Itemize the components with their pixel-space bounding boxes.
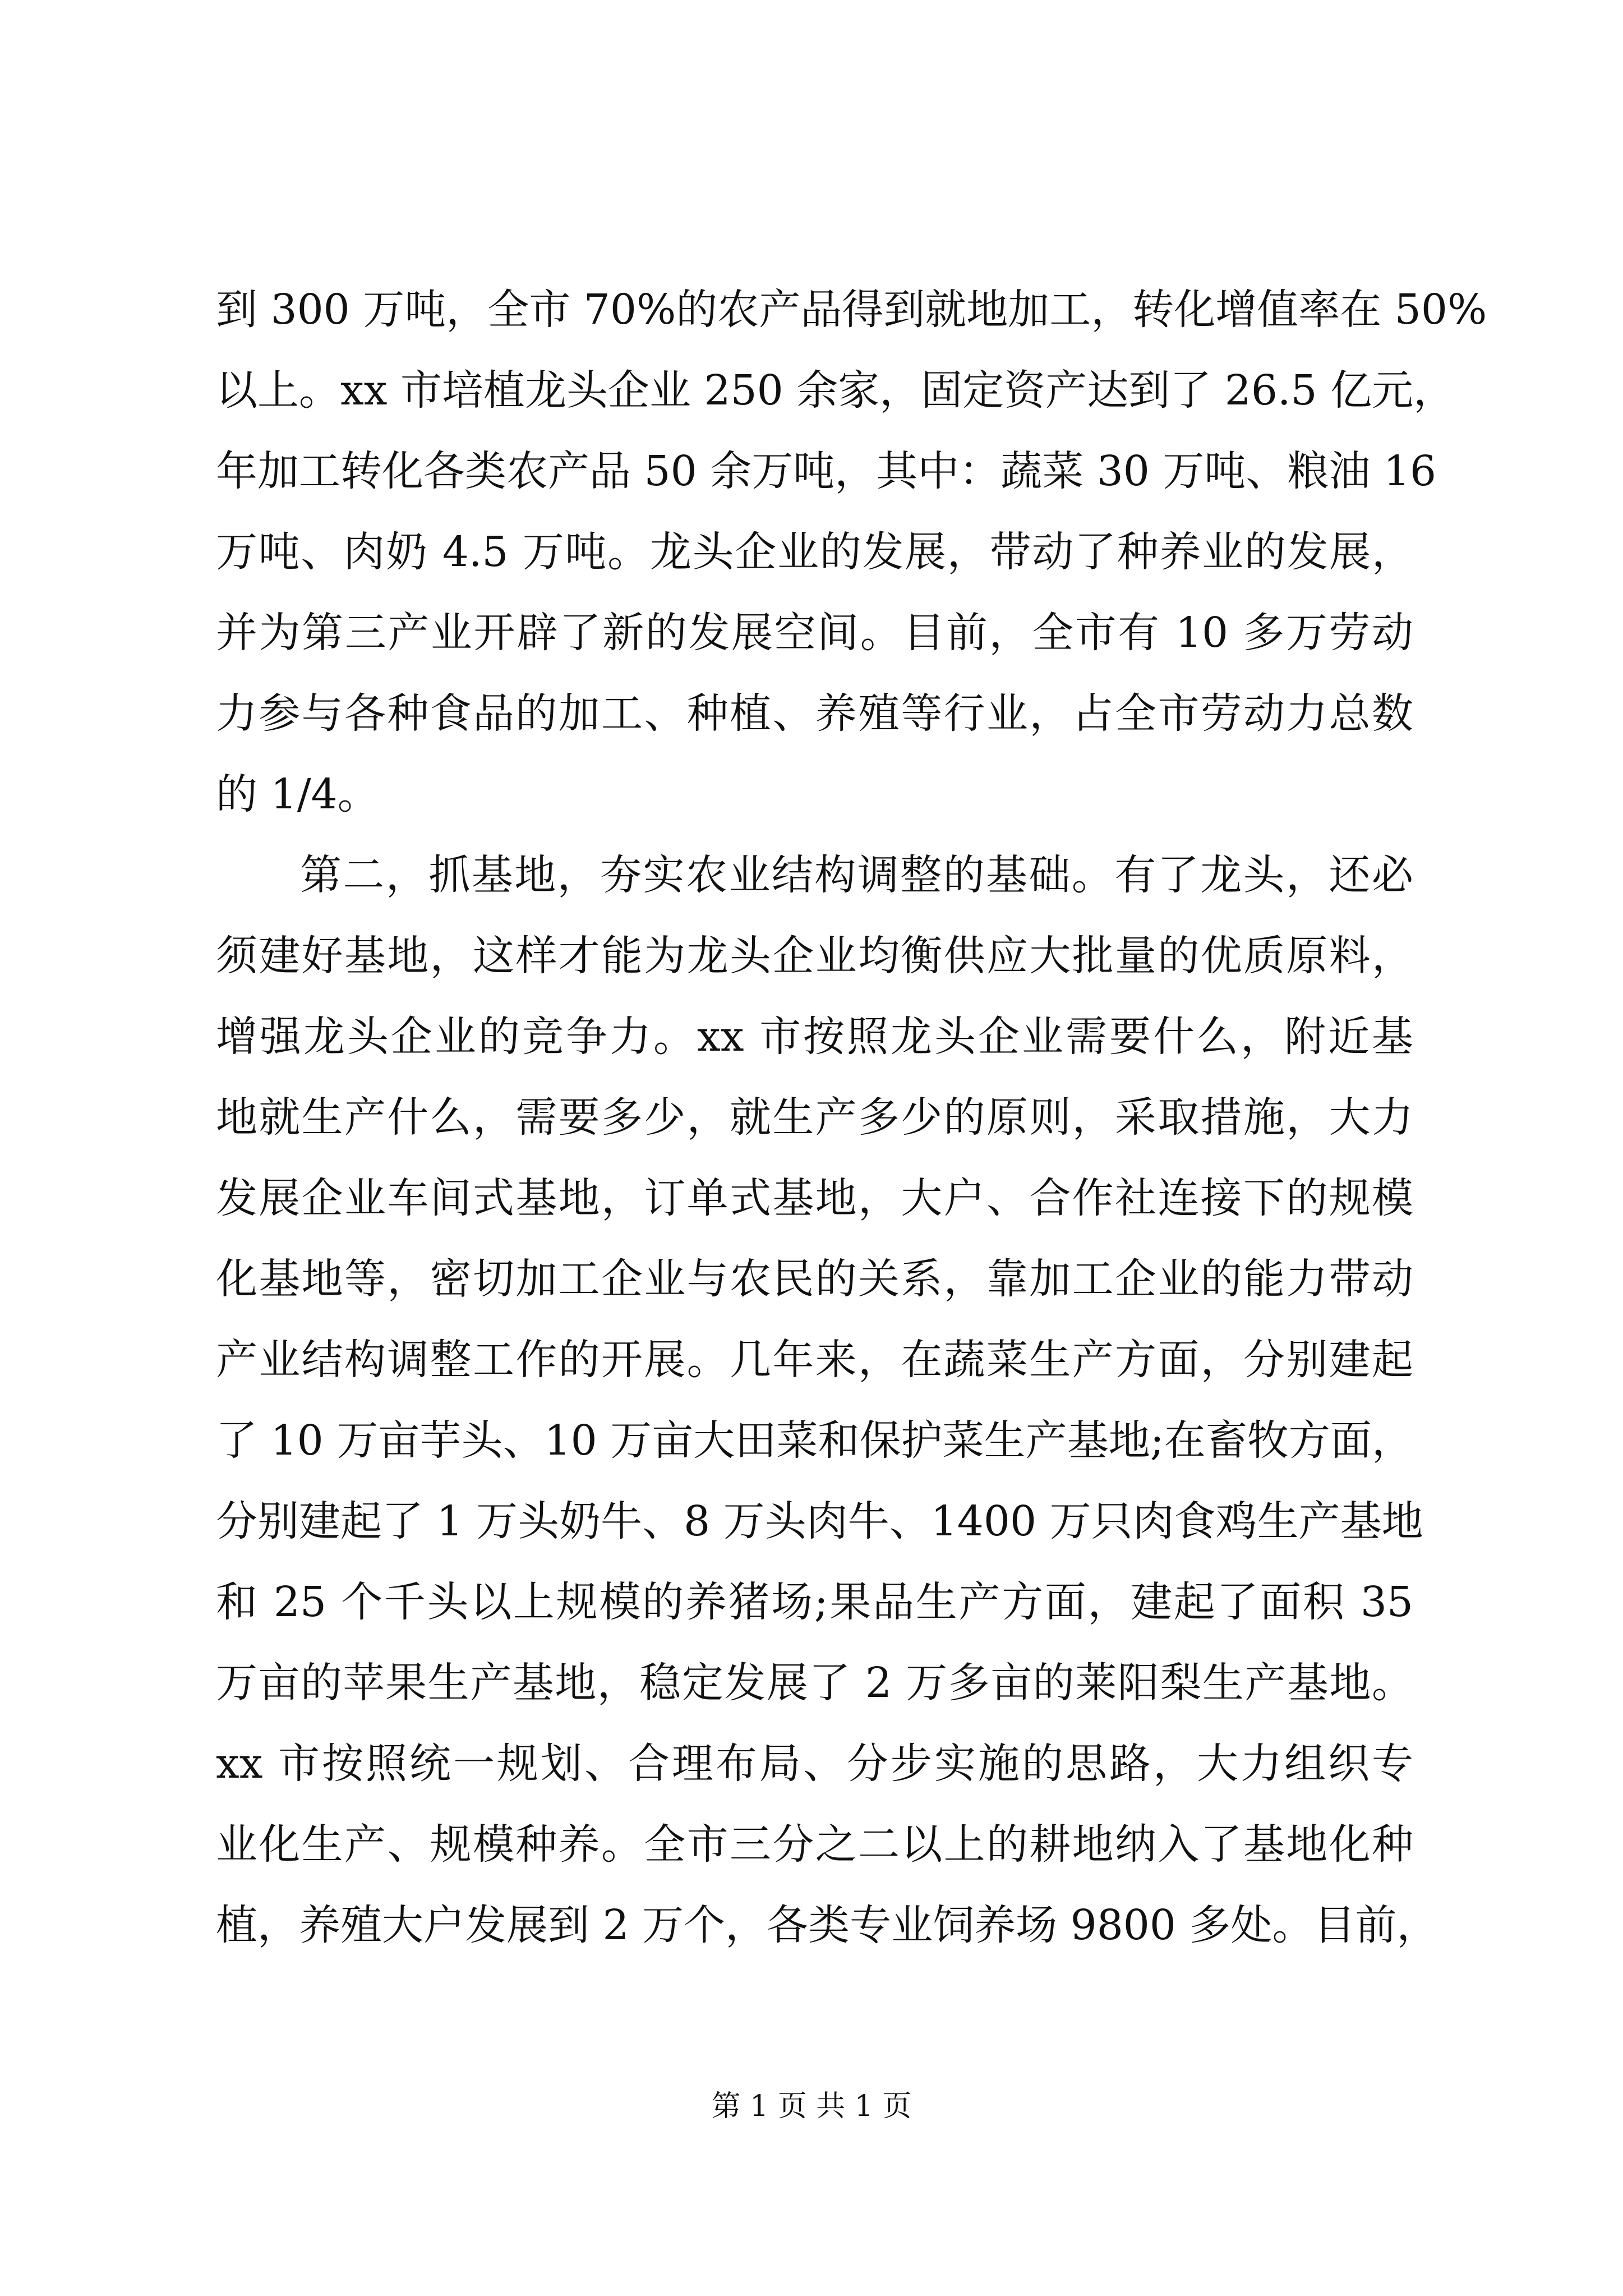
text-line: 的 1/4。 bbox=[216, 770, 379, 818]
paragraph-first-line: 第二，抓基地，夯实农业结构调整的基础。有了龙头，还必 bbox=[300, 851, 1413, 899]
text-line: 化基地等，密切加工企业与农民的关系，靠加工企业的能力带动 bbox=[216, 1255, 1413, 1303]
text-line: 地就生产什么，需要多少，就生产多少的原则，采取措施，大力 bbox=[216, 1093, 1413, 1142]
text-line: 分别建起了 1 万头奶牛、8 万头肉牛、1400 万只肉食鸡生产基地 bbox=[216, 1497, 1423, 1545]
text-line: 万吨、肉奶 4.5 万吨。龙头企业的发展，带动了种养业的发展， bbox=[216, 528, 1413, 576]
text-line: 了 10 万亩芋头、10 万亩大田菜和保护菜生产基地;在畜牧方面， bbox=[216, 1416, 1413, 1465]
text-line: 力参与各种食品的加工、种植、养殖等行业，占全市劳动力总数 bbox=[216, 689, 1413, 738]
text-line: 和 25 个千头以上规模的养猪场;果品生产方面，建起了面积 35 bbox=[216, 1578, 1413, 1626]
text-line: 业化生产、规模种养。全市三分之二以上的耕地纳入了基地化种 bbox=[216, 1820, 1413, 1869]
text-line: 以上。xx 市培植龙头企业 250 余家，固定资产达到了 26.5 亿元， bbox=[216, 366, 1455, 415]
text-line: 植，养殖大户发展到 2 万个，各类专业饲养场 9800 多处。目前， bbox=[216, 1901, 1438, 1949]
text-line: 须建好基地，这样才能为龙头企业均衡供应大批量的优质原料， bbox=[216, 932, 1413, 980]
text-line: 增强龙头企业的竞争力。xx 市按照龙头企业需要什么，附近基 bbox=[216, 1013, 1413, 1061]
text-line: 产业结构调整工作的开展。几年来，在蔬菜生产方面，分别建起 bbox=[216, 1336, 1413, 1384]
text-line: 年加工转化各类农产品 50 余万吨，其中：蔬菜 30 万吨、粮油 16 bbox=[216, 447, 1437, 495]
text-line: 万亩的苹果生产基地，稳定发展了 2 万多亩的莱阳梨生产基地。 bbox=[216, 1659, 1413, 1707]
text-line: 到 300 万吨，全市 70%的农产品得到就地加工，转化增值率在 50% bbox=[216, 286, 1487, 334]
text-line: 发展企业车间式基地，订单式基地，大户、合作社连接下的规模 bbox=[216, 1174, 1413, 1222]
document-body bbox=[216, 269, 1487, 1966]
text-line: 并为第三产业开辟了新的发展空间。目前，全市有 10 多万劳动 bbox=[216, 609, 1413, 657]
page-number-footer: 第 1 页 共 1 页 bbox=[711, 2090, 912, 2123]
text-line: xx 市按照统一规划、合理布局、分步实施的思路，大力组织专 bbox=[216, 1740, 1413, 1788]
